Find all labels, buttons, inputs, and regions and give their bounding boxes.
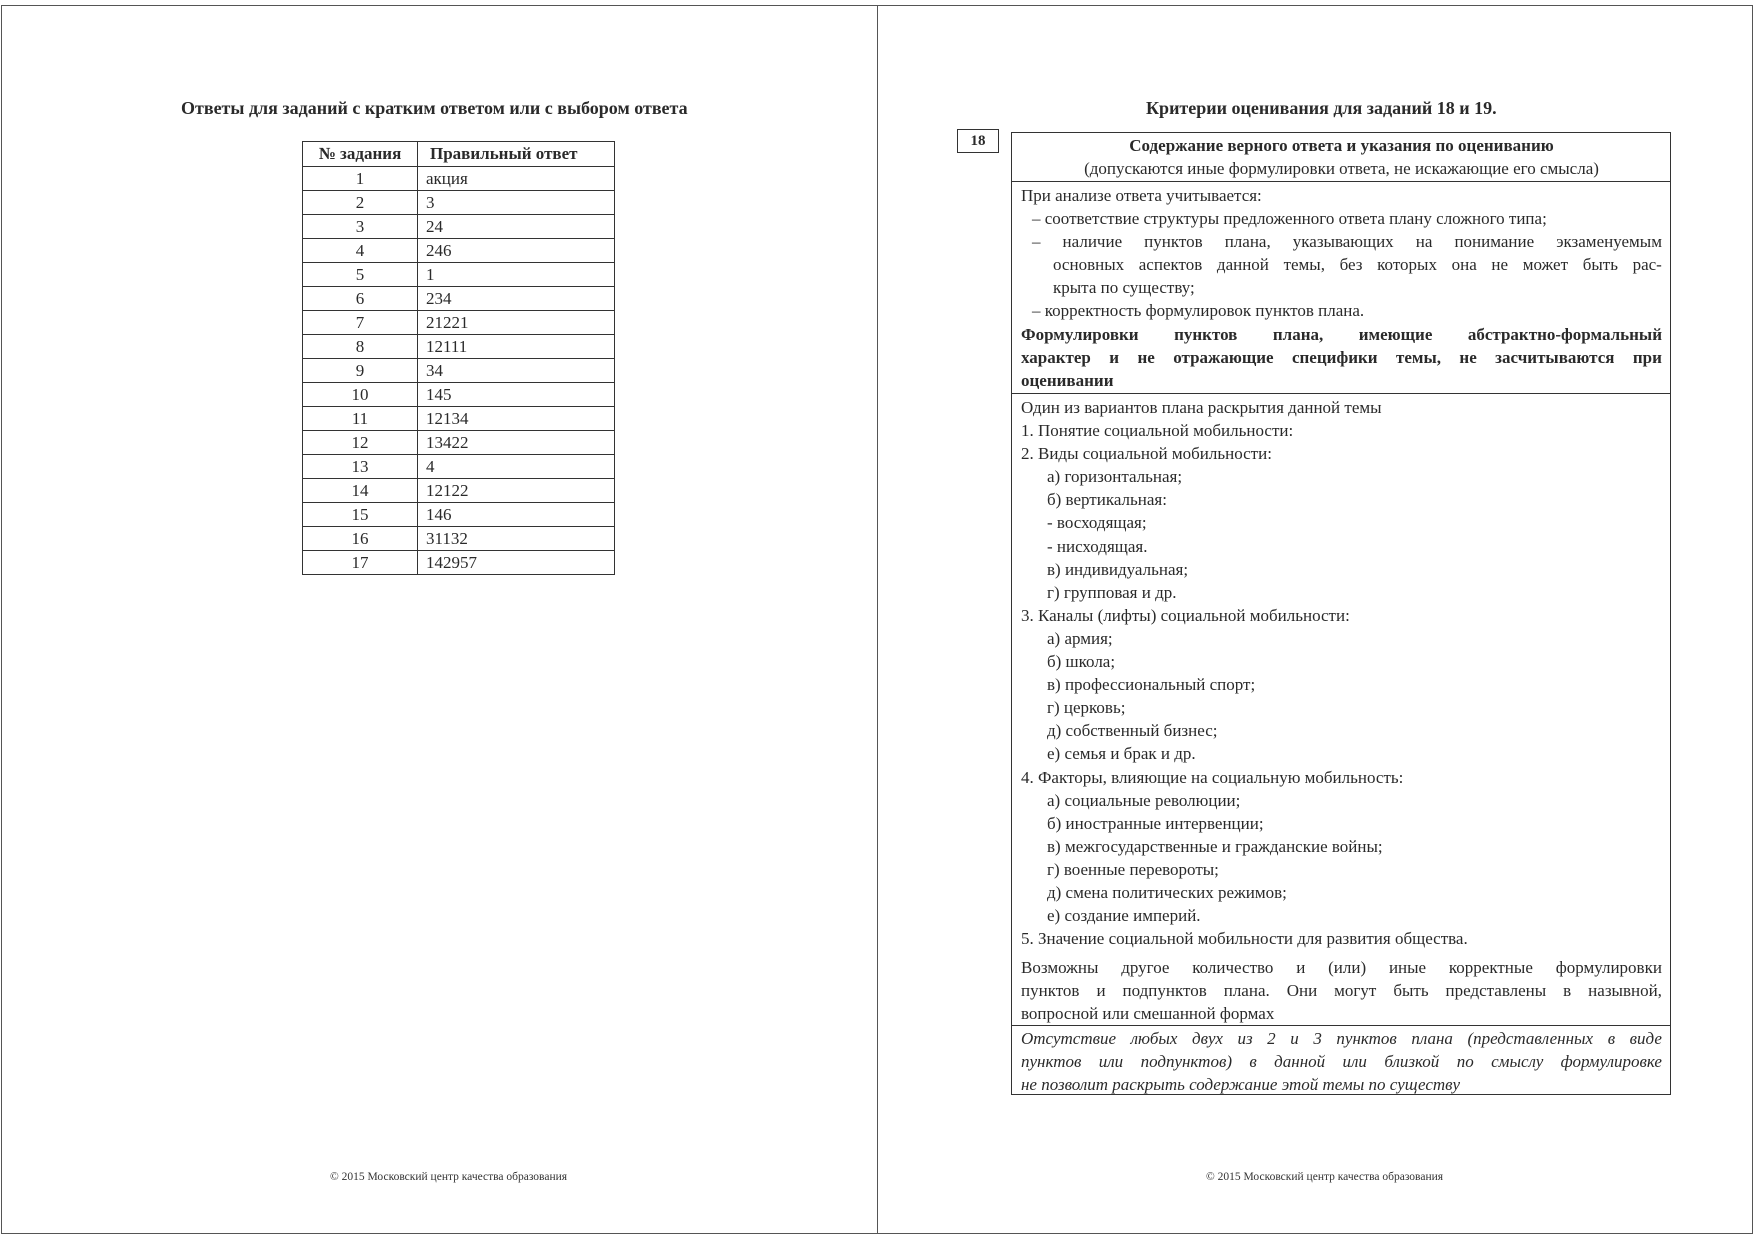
- word: характер: [1021, 347, 1091, 367]
- word: виде: [1629, 1029, 1662, 1048]
- criteria-table: [1011, 132, 1671, 1095]
- answer-cell: 12111: [418, 335, 615, 359]
- word: (представленных: [1467, 1029, 1594, 1048]
- plan-subitem: а) социальные революции;: [1047, 790, 1241, 810]
- answer-cell: 1: [418, 263, 615, 287]
- plan-subitem: д) смена политических режимов;: [1047, 882, 1287, 902]
- word: и: [1296, 958, 1306, 978]
- word: темы,: [1396, 347, 1441, 367]
- word: не: [1137, 347, 1155, 367]
- criteria-header-title: Содержание верного ответа и указания по оцениванию: [1129, 136, 1554, 155]
- task-number-cell: 7: [303, 311, 418, 335]
- word: назывной,: [1588, 981, 1662, 1001]
- table-row: [303, 215, 615, 239]
- task-number-cell: 5: [303, 263, 418, 287]
- plan-subitem: а) горизонтальная;: [1047, 467, 1183, 487]
- plan-subitem: д) собственный бизнес;: [1047, 721, 1218, 741]
- analysis-intro: При анализе ответа учитывается:: [1021, 186, 1262, 205]
- word: и: [1096, 981, 1106, 1001]
- word: –: [1032, 232, 1041, 252]
- word: аспектов: [1138, 255, 1203, 275]
- table-row: [303, 311, 615, 335]
- word: абстрактно-формальный: [1467, 324, 1662, 344]
- word: наличие: [1062, 232, 1123, 252]
- word: быть: [1582, 255, 1618, 275]
- plan-item: 4. Факторы, влияющие на социальную мобильность:: [1021, 767, 1404, 787]
- italic-note: не позволит раскрыть содержание этой темы по существу: [1021, 1075, 1461, 1095]
- table-row: [303, 287, 615, 311]
- plan-subitem: е) создание империй.: [1047, 906, 1201, 926]
- analysis-item: – соответствие структуры предложенного ответа плану сложного типа;: [1032, 209, 1547, 229]
- word: в: [1249, 1052, 1257, 1072]
- word: плана,: [1224, 232, 1271, 252]
- table-row: [303, 335, 615, 359]
- table-row: [303, 407, 615, 431]
- task-number-cell: 3: [303, 215, 418, 239]
- plan-subitem: г) военные перевороты;: [1047, 859, 1219, 879]
- task-number-cell: 14: [303, 479, 418, 503]
- word: специфики: [1291, 347, 1378, 367]
- answers-heading: Ответы для заданий с кратким ответом или с выбором ответа: [181, 98, 688, 118]
- analysis-item: [1021, 230, 1662, 253]
- plan-subitem: в) межгосударственные и гражданские войны;: [1047, 836, 1383, 856]
- answer-cell: 24: [418, 215, 615, 239]
- word: и: [1290, 1029, 1299, 1048]
- answers-table-body: [303, 167, 615, 575]
- word: Возможны: [1021, 958, 1099, 978]
- word: засчитываются: [1495, 347, 1615, 367]
- answer-cell: 3: [418, 191, 615, 215]
- table-row: [303, 167, 615, 191]
- word: данной: [1274, 1052, 1326, 1072]
- bold-note: оценивании: [1021, 370, 1114, 390]
- table-row: [303, 263, 615, 287]
- task-number-cell: 8: [303, 335, 418, 359]
- italic-note: [1021, 1027, 1662, 1050]
- table-header-row: [303, 142, 615, 167]
- table-row: [303, 383, 615, 407]
- answer-cell: 146: [418, 503, 615, 527]
- task-number-cell: 6: [303, 287, 418, 311]
- word: быть: [1393, 981, 1429, 1001]
- word: двух: [1192, 1029, 1223, 1048]
- plan-subitem: г) церковь;: [1047, 698, 1126, 718]
- word: и: [1109, 347, 1120, 367]
- word: плана,: [1272, 324, 1324, 344]
- task-number-cell: 11: [303, 407, 418, 431]
- answer-cell: 4: [418, 455, 615, 479]
- word: пунктов: [1336, 1029, 1397, 1048]
- plan-item: 3. Каналы (лифты) социальной мобильности:: [1021, 605, 1350, 625]
- task-number-cell: 15: [303, 503, 418, 527]
- word: Они: [1286, 981, 1318, 1001]
- word: смыслу: [1491, 1052, 1544, 1072]
- task-number-cell: 4: [303, 239, 418, 263]
- criteria-header-cell: [1012, 133, 1670, 181]
- word: указывающих: [1292, 232, 1394, 252]
- table-row: [303, 191, 615, 215]
- word: (или): [1328, 958, 1367, 978]
- alt-note: [1021, 979, 1662, 1002]
- plan-subitem: б) иностранные интервенции;: [1047, 813, 1264, 833]
- plan-subitem: - восходящая;: [1047, 513, 1147, 533]
- word: темы,: [1283, 255, 1325, 275]
- task-number-cell: 17: [303, 551, 418, 575]
- word: Отсутствие: [1021, 1029, 1117, 1048]
- task-number-cell: 1: [303, 167, 418, 191]
- word: формулировки: [1555, 958, 1662, 978]
- table-row: [303, 503, 615, 527]
- plan-intro: Один из вариантов плана раскрытия данной темы: [1021, 398, 1382, 417]
- word: могут: [1334, 981, 1377, 1001]
- table-row: [303, 551, 615, 575]
- plan-subitem: в) индивидуальная;: [1047, 559, 1189, 579]
- word: не: [1491, 255, 1509, 275]
- word: или: [1098, 1052, 1124, 1072]
- table-row: [303, 479, 615, 503]
- word: понимание: [1454, 232, 1535, 252]
- plan-subitem: - нисходящая.: [1047, 536, 1148, 556]
- table-row: [303, 527, 615, 551]
- column-header-correct-answer: Правильный ответ: [418, 142, 615, 167]
- word: которых: [1377, 255, 1437, 275]
- plan-item: 5. Значение социальной мобильности для развития общества.: [1021, 929, 1468, 949]
- analysis-cell: [1012, 181, 1670, 393]
- answer-cell: 246: [418, 239, 615, 263]
- italic-note-cell: [1012, 1025, 1670, 1094]
- word: иные: [1388, 958, 1427, 978]
- word: из: [1237, 1029, 1253, 1048]
- table-row: [303, 359, 615, 383]
- plan-subitem: б) школа;: [1047, 652, 1116, 672]
- word: близкой: [1384, 1052, 1440, 1072]
- word: при: [1632, 347, 1662, 367]
- word: Формулировки: [1021, 324, 1139, 344]
- word: подпунктов): [1140, 1052, 1232, 1072]
- plan-subitem: г) групповая и др.: [1047, 582, 1177, 602]
- answer-cell: 234: [418, 287, 615, 311]
- word: рас-: [1632, 255, 1662, 275]
- alt-note: вопросной или смешанной формах: [1021, 1004, 1275, 1024]
- word: в: [1607, 1029, 1616, 1048]
- word: формулировке: [1560, 1052, 1662, 1072]
- analysis-item-continuation: [1021, 253, 1662, 276]
- word: не: [1459, 347, 1477, 367]
- answer-cell: 12134: [418, 407, 615, 431]
- answers-table: [302, 141, 615, 575]
- task-number-cell: 9: [303, 359, 418, 383]
- word: 3: [1313, 1029, 1322, 1048]
- word: плана: [1411, 1029, 1453, 1048]
- word: может: [1522, 255, 1569, 275]
- answer-cell: 31132: [418, 527, 615, 551]
- word: количество: [1192, 958, 1274, 978]
- plan-subitem: е) семья и брак и др.: [1047, 744, 1196, 764]
- plan-cell: [1012, 393, 1670, 1025]
- plan-subitem: а) армия;: [1047, 628, 1113, 648]
- left-footer: © 2015 Московский центр качества образования: [330, 1171, 568, 1183]
- bold-note: [1021, 323, 1662, 346]
- criteria-heading: Критерии оценивания для заданий 18 и 19.: [1146, 98, 1497, 118]
- right-footer: © 2015 Московский центр качества образования: [1206, 1171, 1444, 1183]
- answer-cell: 34: [418, 359, 615, 383]
- analysis-item-continuation: крыта по существу;: [1053, 278, 1195, 298]
- word: отражающие: [1173, 347, 1274, 367]
- answer-cell: 12122: [418, 479, 615, 503]
- word: она: [1451, 255, 1477, 275]
- task-number-cell: 16: [303, 527, 418, 551]
- plan-item: 1. Понятие социальной мобильности:: [1021, 421, 1294, 441]
- task-number-badge: 18: [957, 129, 999, 153]
- answer-cell: 13422: [418, 431, 615, 455]
- word: основных: [1053, 255, 1125, 275]
- answer-cell: 21221: [418, 311, 615, 335]
- analysis-item: – корректность формулировок пунктов плана.: [1032, 301, 1365, 321]
- task-number-cell: 12: [303, 431, 418, 455]
- column-header-task-number: № задания: [303, 142, 418, 167]
- criteria-header-note: (допускаются иные формулировки ответа, не искажающие его смысла): [1084, 159, 1599, 179]
- word: пунктов: [1144, 232, 1203, 252]
- word: подпунктов: [1122, 981, 1207, 1001]
- plan-subitem: в) профессиональный спорт;: [1047, 675, 1256, 695]
- word: пунктов: [1021, 1052, 1082, 1072]
- word: 2: [1267, 1029, 1276, 1048]
- table-row: [303, 455, 615, 479]
- word: без: [1339, 255, 1363, 275]
- word: в: [1563, 981, 1572, 1001]
- word: данной: [1216, 255, 1269, 275]
- word: экзаменуемым: [1556, 232, 1662, 252]
- word: любых: [1130, 1029, 1178, 1048]
- alt-note: [1021, 956, 1662, 979]
- word: пунктов: [1021, 981, 1080, 1001]
- answer-cell: акция: [418, 167, 615, 191]
- answer-cell: 142957: [418, 551, 615, 575]
- bold-note: [1021, 346, 1662, 369]
- italic-note: [1021, 1050, 1662, 1073]
- answer-cell: 145: [418, 383, 615, 407]
- table-row: [303, 239, 615, 263]
- word: представлены: [1445, 981, 1547, 1001]
- word: плана.: [1223, 981, 1270, 1001]
- table-row: [303, 431, 615, 455]
- task-number-cell: 13: [303, 455, 418, 479]
- word: по: [1456, 1052, 1474, 1072]
- task-number-cell: 2: [303, 191, 418, 215]
- word: или: [1342, 1052, 1367, 1072]
- word: корректные: [1448, 958, 1533, 978]
- task-number-cell: 10: [303, 383, 418, 407]
- word: имеющие: [1358, 324, 1433, 344]
- word: пунктов: [1174, 324, 1238, 344]
- plan-item: 2. Виды социальной мобильности:: [1021, 444, 1272, 464]
- word: на: [1415, 232, 1433, 252]
- plan-subitem: б) вертикальная:: [1047, 490, 1167, 510]
- word: другое: [1121, 958, 1170, 978]
